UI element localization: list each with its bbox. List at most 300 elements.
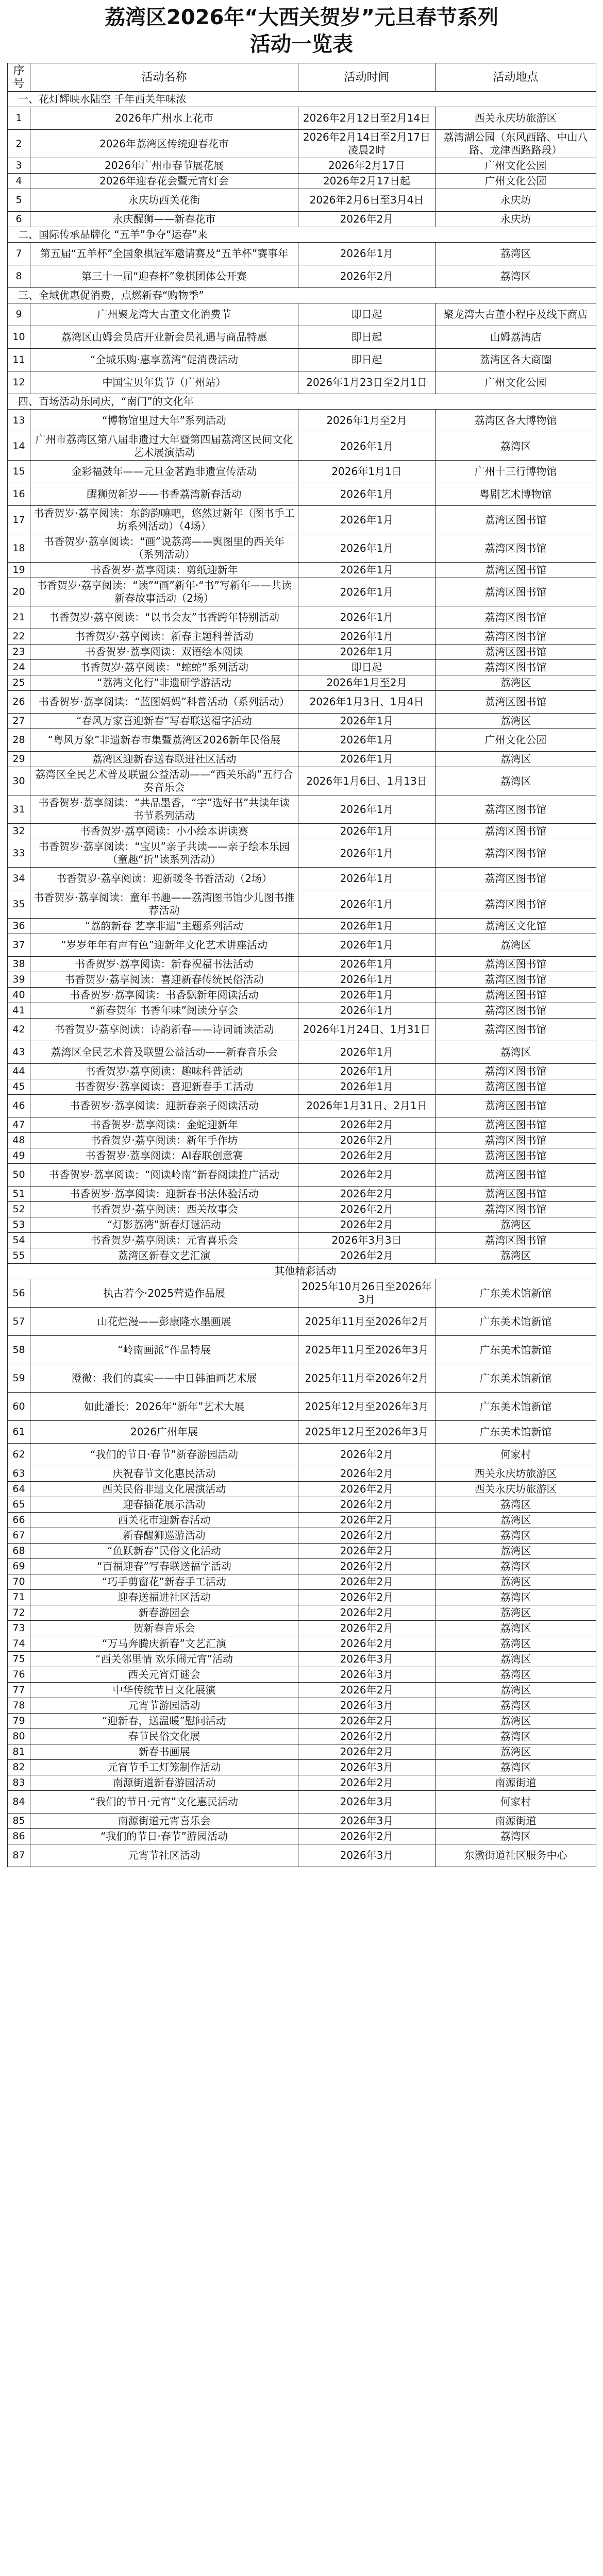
table-row [8,839,596,868]
activity-name-cell: 醒狮贺新岁——书香荔湾新春活动 [30,483,298,506]
table-row [8,1466,596,1482]
table-row [8,1095,596,1117]
activity-name-cell: 荔湾区全民艺术普及联盟公益活动——新春音乐会 [30,1041,298,1064]
table-row [8,714,596,729]
activity-name-cell: 书香贺岁·荔享阅读：“以书会友”书香跨年特别活动 [30,606,298,629]
row-index-cell: 79 [8,1714,30,1729]
row-index-cell: 71 [8,1590,30,1605]
activity-location-cell: 何家村 [435,1791,596,1814]
activity-location-cell: 荔湾区文化馆 [435,919,596,934]
row-index-cell: 45 [8,1079,30,1095]
table-row [8,1544,596,1559]
activity-time-cell: 2026年2月6日至3月4日 [298,189,435,212]
activity-time-cell: 2026年2月17日起 [298,174,435,189]
activity-location-cell: 荔湾区 [435,1497,596,1513]
table-row [8,1683,596,1698]
row-index-cell: 51 [8,1187,30,1202]
row-index-cell: 26 [8,691,30,714]
section-row [8,394,596,410]
activity-name-cell: “西关邻里情 欢乐闹元宵”活动 [30,1652,298,1667]
row-index-cell: 11 [8,349,30,371]
activity-time-cell: 2026年2月 [298,1444,435,1466]
row-index-cell: 9 [8,303,30,326]
row-index-cell: 15 [8,461,30,483]
activity-name-cell: 书香贺岁·荔享阅读：“宝贝”亲子共读——亲子绘本乐园（童趣“折”读系列活动） [30,839,298,868]
activity-time-cell: 2025年12月至2026年3月 [298,1421,435,1444]
activity-location-cell: 荔湾区图书馆 [435,957,596,972]
section-title: 三、全域优惠促消费，点燃新春“购物季” [8,288,596,303]
activity-name-cell: 元宵节游园活动 [30,1698,298,1714]
activity-name-cell: 书香贺岁·荔享阅读：迎新春亲子阅读活动 [30,1095,298,1117]
table-row [8,410,596,432]
activity-time-cell: 2026年1月 [298,972,435,988]
table-row [8,691,596,714]
activity-time-cell: 2026年2月 [298,1544,435,1559]
activity-time-cell: 2026年2月 [298,1482,435,1497]
activity-time-cell: 2026年2月 [298,1187,435,1202]
activity-name-cell: 书香贺岁·荔享阅读：金蛇迎新年 [30,1117,298,1133]
activity-location-cell: 荔湾区图书馆 [435,629,596,645]
activity-location-cell: 荔湾区图书馆 [435,578,596,606]
table-row [8,432,596,461]
activity-name-cell: 2026年广州水上花市 [30,107,298,130]
activity-location-cell: 荔湾区 [435,265,596,288]
row-index-cell: 18 [8,534,30,563]
table-row [8,1336,596,1364]
activity-name-cell: “荔湾文化行”非遗研学游活动 [30,675,298,691]
activity-location-cell: 荔湾区图书馆 [435,1019,596,1041]
activity-location-cell: 西关永庆坊旅游区 [435,1482,596,1497]
activity-location-cell: 荔湾区图书馆 [435,1202,596,1217]
row-index-cell: 70 [8,1574,30,1590]
table-row [8,824,596,839]
activity-name-cell: “迎新春，送温暖”慰问活动 [30,1714,298,1729]
table-row [8,534,596,563]
row-index-cell: 1 [8,107,30,130]
activity-name-cell: 南源街道新春游园活动 [30,1775,298,1791]
activity-time-cell: 2026年2月 [298,1590,435,1605]
activity-name-cell: 书香贺岁·荔享阅读：喜迎新春手工活动 [30,1079,298,1095]
table-row [8,1164,596,1187]
activity-time-cell: 2026年2月 [298,1829,435,1844]
activity-name-cell: 南源街道元宵喜乐会 [30,1814,298,1829]
row-index-cell: 42 [8,1019,30,1041]
row-index-cell: 62 [8,1444,30,1466]
row-index-cell: 57 [8,1308,30,1336]
activity-name-cell: “岭南画派”作品特展 [30,1336,298,1364]
activity-location-cell: 荔湾区图书馆 [435,868,596,890]
table-row [8,1217,596,1233]
activity-location-cell: 荔湾区图书馆 [435,1064,596,1079]
activity-time-cell: 2026年1月 [298,988,435,1003]
row-index-cell: 41 [8,1003,30,1019]
row-index-cell: 3 [8,158,30,174]
table-row [8,1003,596,1019]
row-index-cell: 47 [8,1117,30,1133]
activity-location-cell: 南源街道 [435,1775,596,1791]
activity-time-cell: 2026年2月14日至2月17日凌晨2时 [298,130,435,158]
row-index-cell: 72 [8,1605,30,1621]
activity-time-cell: 2026年1月 [298,1003,435,1019]
activity-time-cell: 2026年2月 [298,1497,435,1513]
table-row [8,660,596,675]
activity-location-cell: 荔湾区各大商圈 [435,349,596,371]
activity-location-cell: 广东美术馆新馆 [435,1421,596,1444]
table-row [8,1829,596,1844]
table-row [8,1364,596,1393]
activity-location-cell: 荔湾区 [435,1714,596,1729]
row-index-cell: 54 [8,1233,30,1248]
table-row [8,795,596,824]
activity-location-cell: 广州文化公园 [435,158,596,174]
activity-name-cell: 元宵节手工灯笼制作活动 [30,1760,298,1775]
row-index-cell: 23 [8,645,30,660]
activity-time-cell: 2026年2月 [298,1744,435,1760]
activity-name-cell: “粤风万象”非遗新春市集暨荔湾区2026新年民俗展 [30,729,298,752]
activity-name-cell: 如此潘长：2026年“新年”艺术大展 [30,1393,298,1421]
activity-name-cell: 2026广州年展 [30,1421,298,1444]
activity-time-cell: 2026年1月 [298,839,435,868]
row-index-cell: 75 [8,1652,30,1667]
activity-location-cell: 广东美术馆新馆 [435,1364,596,1393]
activity-time-cell: 2026年1月至2月 [298,410,435,432]
activity-location-cell: 荔湾区 [435,752,596,767]
activity-name-cell: “鱼跃新春”民俗文化活动 [30,1544,298,1559]
activity-time-cell: 2026年2月 [298,1714,435,1729]
table-row [8,1117,596,1133]
table-row [8,1444,596,1466]
activity-name-cell: 书香贺岁·荔享阅读：新春祝福书法活动 [30,957,298,972]
row-index-cell: 35 [8,890,30,919]
table-row [8,107,596,130]
table-row [8,1064,596,1079]
activity-location-cell: 广州十三行博物馆 [435,461,596,483]
activity-name-cell: “岁岁年年有声有色”迎新年文化艺术讲座活动 [30,934,298,957]
activity-time-cell: 2026年3月 [298,1667,435,1683]
activity-time-cell: 即日起 [298,349,435,371]
activity-location-cell: 荔湾区图书馆 [435,506,596,534]
activity-time-cell: 2026年2月17日 [298,158,435,174]
activity-name-cell: 书香贺岁·荔享阅读：迎新春书法体验活动 [30,1187,298,1202]
activity-time-cell: 2026年1月 [298,606,435,629]
row-index-cell: 20 [8,578,30,606]
table-row [8,1636,596,1652]
activity-time-cell: 2026年2月 [298,1621,435,1636]
table-row [8,483,596,506]
activity-name-cell: “我们的节日·春节”游园活动 [30,1829,298,1844]
activity-time-cell: 2026年1月 [298,1064,435,1079]
activity-name-cell: 书香贺岁·荔享阅读：小小绘本讲读赛 [30,824,298,839]
row-index-cell: 50 [8,1164,30,1187]
activity-name-cell: 书香贺岁·荔享阅读：书香飘新年阅读活动 [30,988,298,1003]
row-index-cell: 64 [8,1482,30,1497]
row-index-cell: 49 [8,1148,30,1164]
activity-time-cell: 2026年1月 [298,795,435,824]
activity-time-cell: 2026年2月 [298,1117,435,1133]
row-index-cell: 68 [8,1544,30,1559]
activity-location-cell: 荔湾区 [435,1217,596,1233]
row-index-cell: 14 [8,432,30,461]
activity-name-cell: “万马奔腾庆新春”文艺汇演 [30,1636,298,1652]
activity-time-cell: 2026年2月 [298,1729,435,1744]
table-row [8,1248,596,1264]
row-index-cell: 52 [8,1202,30,1217]
activity-name-cell: 永庆醒狮——新春花市 [30,212,298,227]
table-row [8,1559,596,1574]
row-index-cell: 34 [8,868,30,890]
activity-location-cell: 荔湾区图书馆 [435,824,596,839]
activity-location-cell: 荔湾区 [435,1528,596,1544]
table-row [8,265,596,288]
row-index-cell: 82 [8,1760,30,1775]
table-row [8,371,596,394]
table-row [8,212,596,227]
activity-location-cell: 荔湾区图书馆 [435,1148,596,1164]
activity-location-cell: 荔湾区 [435,1652,596,1667]
activity-time-cell: 2026年1月1日 [298,461,435,483]
row-index-cell: 48 [8,1133,30,1148]
row-index-cell: 37 [8,934,30,957]
activity-location-cell: 荔湾区图书馆 [435,1133,596,1148]
activity-location-cell: 荔湾区 [435,1744,596,1760]
activity-name-cell: 书香贺岁·荔享阅读：“阅读岭南”新春阅读推广活动 [30,1164,298,1187]
activity-time-cell: 2026年2月 [298,1202,435,1217]
activity-name-cell: “新春贺年 书香年味”阅读分享会 [30,1003,298,1019]
row-index-cell: 8 [8,265,30,288]
activity-name-cell: 书香贺岁·荔享阅读：新春主题科普活动 [30,629,298,645]
header-cell-name: 活动名称 [30,63,298,92]
activity-name-cell: 书香贺岁·荔享阅读：东韵韵嘛吧，悠然过新年（图书手工坊系列活动）（4场） [30,506,298,534]
activity-location-cell: 荔湾区 [435,1760,596,1775]
row-index-cell: 53 [8,1217,30,1233]
activity-location-cell: 荔湾区 [435,934,596,957]
activity-time-cell: 2026年1月 [298,534,435,563]
activity-time-cell: 2026年2月 [298,1574,435,1590]
activity-time-cell: 2026年2月 [298,1636,435,1652]
activity-time-cell: 2026年2月 [298,1559,435,1574]
row-index-cell: 60 [8,1393,30,1421]
activity-location-cell: 荔湾区图书馆 [435,534,596,563]
row-index-cell: 16 [8,483,30,506]
table-row [8,303,596,326]
activity-name-cell: 第五届“五羊杯”全国象棋冠军邀请赛及“五羊杯”赛事年 [30,243,298,265]
activity-location-cell: 荔湾区图书馆 [435,691,596,714]
table-row [8,1714,596,1729]
activity-time-cell: 即日起 [298,326,435,349]
row-index-cell: 63 [8,1466,30,1482]
activity-location-cell: 广州文化公园 [435,371,596,394]
activity-time-cell: 2026年1月 [298,824,435,839]
activity-name-cell: 书香贺岁·荔享阅读：剪纸迎新年 [30,563,298,578]
activity-location-cell: 荔湾区图书馆 [435,1164,596,1187]
activity-location-cell: 荔湾区 [435,1559,596,1574]
table-row [8,1590,596,1605]
activity-location-cell: 荔湾区图书馆 [435,890,596,919]
activity-time-cell: 2026年1月 [298,729,435,752]
row-index-cell: 19 [8,563,30,578]
activity-table [7,63,596,1867]
table-row [8,729,596,752]
row-index-cell: 30 [8,767,30,795]
activity-name-cell: 新春游园会 [30,1605,298,1621]
header-cell-time: 活动时间 [298,63,435,92]
activity-name-cell: 广州市荔湾区第八届非遗过大年暨第四届荔湾区民间文化艺术展演活动 [30,432,298,461]
activity-time-cell: 2025年11月至2026年2月 [298,1364,435,1393]
row-index-cell: 21 [8,606,30,629]
activity-time-cell: 2026年2月 [298,1528,435,1544]
activity-time-cell: 2026年3月 [298,1814,435,1829]
activity-location-cell: 荔湾区 [435,1636,596,1652]
activity-time-cell: 2026年3月 [298,1698,435,1714]
row-index-cell: 66 [8,1513,30,1528]
activity-location-cell: 永庆坊 [435,212,596,227]
table-row [8,988,596,1003]
table-header-row [8,63,596,92]
activity-location-cell: 永庆坊 [435,189,596,212]
table-row [8,1775,596,1791]
table-row [8,934,596,957]
row-index-cell: 33 [8,839,30,868]
activity-location-cell: 南源街道 [435,1814,596,1829]
row-index-cell: 38 [8,957,30,972]
activity-location-cell: 荔湾区 [435,1667,596,1683]
table-row [8,1279,596,1308]
table-row [8,189,596,212]
activity-time-cell: 2026年2月 [298,1775,435,1791]
activity-time-cell: 2026年1月 [298,578,435,606]
activity-name-cell: 荔湾区迎新春送春联进社区活动 [30,752,298,767]
activity-name-cell: 书香贺岁·荔享阅读：喜迎新春传统民俗活动 [30,972,298,988]
table-row [8,243,596,265]
activity-name-cell: “我们的节日·元宵”文化惠民活动 [30,1791,298,1814]
table-row [8,1497,596,1513]
activity-time-cell: 2026年1月 [298,243,435,265]
activity-time-cell: 2026年1月24日、1月31日 [298,1019,435,1041]
activity-location-cell: 广州文化公园 [435,174,596,189]
row-index-cell: 12 [8,371,30,394]
activity-time-cell: 即日起 [298,660,435,675]
activity-name-cell: 书香贺岁·荔享阅读：双语绘本阅读 [30,645,298,660]
activity-location-cell: 荔湾区 [435,1829,596,1844]
row-index-cell: 86 [8,1829,30,1844]
activity-location-cell: 广东美术馆新馆 [435,1393,596,1421]
activity-time-cell: 2026年2月 [298,265,435,288]
activity-location-cell: 聚龙湾大古董小程序及线下商店 [435,303,596,326]
row-index-cell: 76 [8,1667,30,1683]
activity-name-cell: 贺新春音乐会 [30,1621,298,1636]
row-index-cell: 24 [8,660,30,675]
activity-location-cell: 何家村 [435,1444,596,1466]
row-index-cell: 31 [8,795,30,824]
row-index-cell: 61 [8,1421,30,1444]
activity-location-cell: 西关永庆坊旅游区 [435,107,596,130]
activity-name-cell: 山花烂漫——彭康隆水墨画展 [30,1308,298,1336]
activity-location-cell: 荔湾区 [435,1590,596,1605]
activity-name-cell: 书香贺岁·荔享阅读：“共品墨香，“字”选好书”共读年读书节系列活动 [30,795,298,824]
activity-time-cell: 2026年3月 [298,1652,435,1667]
row-index-cell: 28 [8,729,30,752]
activity-name-cell: 春节民俗文化展 [30,1729,298,1744]
activity-location-cell: 荔湾区 [435,675,596,691]
page-title [0,0,603,58]
table-row [8,1652,596,1667]
activity-time-cell: 2026年1月 [298,957,435,972]
activity-name-cell: “春风万家喜迎新春”写春联送福字活动 [30,714,298,729]
table-row [8,563,596,578]
table-row [8,1421,596,1444]
activity-location-cell: 荔湾区 [435,1683,596,1698]
table-row [8,1133,596,1148]
table-row [8,629,596,645]
activity-location-cell: 荔湾区图书馆 [435,1003,596,1019]
activity-location-cell: 广东美术馆新馆 [435,1308,596,1336]
activity-location-cell: 荔湾区 [435,1041,596,1064]
activity-location-cell: 荔湾区图书馆 [435,660,596,675]
table-row [8,1019,596,1041]
row-index-cell: 78 [8,1698,30,1714]
activity-time-cell: 2026年1月 [298,563,435,578]
activity-name-cell: 新春书画展 [30,1744,298,1760]
table-row [8,1605,596,1621]
activity-location-cell: 荔湾区图书馆 [435,1233,596,1248]
activity-name-cell: 书香贺岁·荔享阅读：迎新暖冬书香活动（2场） [30,868,298,890]
activity-location-cell: 广州文化公园 [435,729,596,752]
activity-time-cell: 2026年1月 [298,1041,435,1064]
activity-name-cell: “百福迎春”写春联送福字活动 [30,1559,298,1574]
activity-name-cell: 书香贺岁·荔享阅读：“蛇蛇”系列活动 [30,660,298,675]
row-index-cell: 4 [8,174,30,189]
activity-time-cell: 2026年2月 [298,1217,435,1233]
activity-time-cell: 2026年1月23日至2月1日 [298,371,435,394]
activity-time-cell: 2026年2月 [298,1683,435,1698]
activity-time-cell: 2026年2月 [298,1148,435,1164]
row-index-cell: 74 [8,1636,30,1652]
activity-time-cell: 2026年1月 [298,645,435,660]
activity-location-cell: 荔湾区 [435,243,596,265]
activity-time-cell: 2026年1月 [298,714,435,729]
section-row [8,1264,596,1279]
row-index-cell: 43 [8,1041,30,1064]
activity-time-cell: 2026年1月 [298,483,435,506]
activity-location-cell: 荔湾区图书馆 [435,1187,596,1202]
table-row [8,1079,596,1095]
header-cell-index: 序号 [8,63,30,92]
row-index-cell: 2 [8,130,30,158]
activity-name-cell: 书香贺岁·荔享阅读：“蓝图妈妈”科普活动（系列活动） [30,691,298,714]
activity-name-cell: 书香贺岁·荔享阅读：“画”说荔湾——舆图里的西关年（系列活动） [30,534,298,563]
row-index-cell: 27 [8,714,30,729]
activity-time-cell: 2026年1月31日、2月1日 [298,1095,435,1117]
activity-name-cell: 迎春送福进社区活动 [30,1590,298,1605]
table-row [8,1698,596,1714]
row-index-cell: 5 [8,189,30,212]
activity-name-cell: “博物馆里过大年”系列活动 [30,410,298,432]
activity-location-cell: 荔湾区 [435,1544,596,1559]
row-index-cell: 81 [8,1744,30,1760]
section-title: 二、国际传承品牌化 “五羊”争夺“运春”来 [8,227,596,243]
activity-location-cell: 荔湾区 [435,1513,596,1528]
activity-name-cell: 荔湾区新春文艺汇演 [30,1248,298,1264]
activity-time-cell: 即日起 [298,303,435,326]
table-row [8,1233,596,1248]
activity-time-cell: 2026年1月 [298,868,435,890]
activity-name-cell: 荔湾区全民艺术普及联盟公益活动——“西关乐韵”五行合奏音乐会 [30,767,298,795]
activity-time-cell: 2026年2月12日至2月14日 [298,107,435,130]
activity-location-cell: 荔湾区 [435,1248,596,1264]
activity-name-cell: 书香贺岁·荔享阅读：诗韵新春——诗词诵读活动 [30,1019,298,1041]
activity-time-cell: 2025年10月26日至2026年3月 [298,1279,435,1308]
activity-name-cell: “巧手剪窗花”新春手工活动 [30,1574,298,1590]
